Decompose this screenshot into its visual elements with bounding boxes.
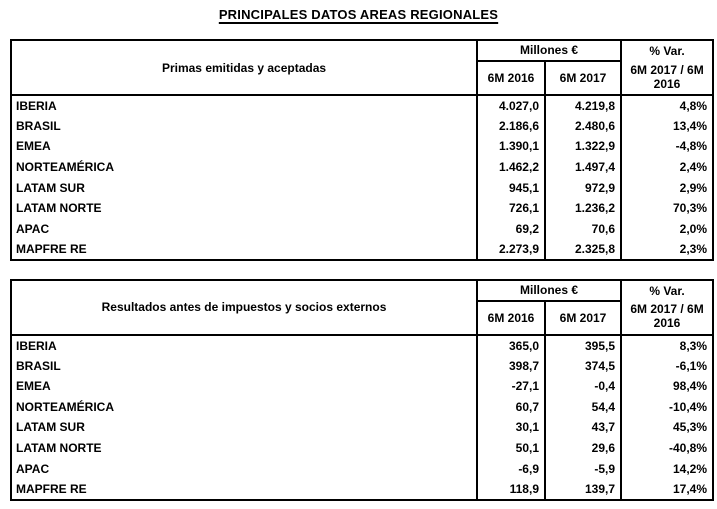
var-header-cell bbox=[621, 40, 713, 95]
table-row bbox=[11, 95, 713, 116]
value-variation: 8,3% bbox=[621, 335, 713, 356]
value-6m2016: 398,7 bbox=[477, 355, 545, 376]
page-title: PRINCIPALES DATOS AREAS REGIONALES bbox=[218, 7, 499, 22]
region-label: IBERIA bbox=[11, 95, 477, 116]
results-table-body bbox=[11, 335, 713, 500]
table-row bbox=[11, 417, 713, 438]
value-variation: -6,1% bbox=[621, 355, 713, 376]
premiums-table-header bbox=[11, 40, 713, 95]
value-6m2017: 2.325,8 bbox=[545, 239, 621, 260]
value-6m2016: 118,9 bbox=[477, 479, 545, 500]
table-row bbox=[11, 355, 713, 376]
region-label: NORTEAMÉRICA bbox=[11, 157, 477, 178]
value-6m2016: 365,0 bbox=[477, 335, 545, 356]
region-label: IBERIA bbox=[11, 335, 477, 356]
value-6m2016: 2.186,6 bbox=[477, 116, 545, 137]
value-variation: 17,4% bbox=[621, 479, 713, 500]
region-label: LATAM SUR bbox=[11, 417, 477, 438]
var-subheader-label: 6M 2017 / 6M 2016 bbox=[630, 62, 704, 91]
value-6m2017: 374,5 bbox=[545, 355, 621, 376]
value-6m2017: 4.219,8 bbox=[545, 95, 621, 116]
value-6m2016: 1.390,1 bbox=[477, 136, 545, 157]
region-label: MAPFRE RE bbox=[11, 239, 477, 260]
region-label: LATAM SUR bbox=[11, 177, 477, 198]
results-table-header bbox=[11, 280, 713, 335]
value-6m2017: 29,6 bbox=[545, 438, 621, 459]
value-variation: 2,4% bbox=[621, 157, 713, 178]
value-variation: 70,3% bbox=[621, 198, 713, 219]
value-6m2016: 69,2 bbox=[477, 219, 545, 240]
value-variation: 98,4% bbox=[621, 376, 713, 397]
table-caption-premiums: Primas emitidas y aceptadas bbox=[11, 40, 477, 95]
var-header-cell bbox=[621, 280, 713, 335]
var-header-label: % Var. bbox=[649, 283, 685, 298]
value-variation: 2,0% bbox=[621, 219, 713, 240]
unit-header-millones: Millones € bbox=[477, 280, 621, 301]
value-6m2017: 1.497,4 bbox=[545, 157, 621, 178]
table-caption-results: Resultados antes de impuestos y socios externos bbox=[11, 280, 477, 335]
region-label: LATAM NORTE bbox=[11, 198, 477, 219]
table-row bbox=[11, 116, 713, 137]
value-variation: 14,2% bbox=[621, 458, 713, 479]
value-6m2017: 1.236,2 bbox=[545, 198, 621, 219]
results-table bbox=[10, 279, 714, 501]
value-6m2016: 60,7 bbox=[477, 397, 545, 418]
var-header-label: % Var. bbox=[649, 44, 685, 58]
table-row bbox=[11, 335, 713, 356]
value-6m2016: 945,1 bbox=[477, 177, 545, 198]
value-6m2017: 70,6 bbox=[545, 219, 621, 240]
unit-header-millones: Millones € bbox=[477, 40, 621, 61]
table-row bbox=[11, 136, 713, 157]
value-6m2017: 54,4 bbox=[545, 397, 621, 418]
table-row bbox=[11, 397, 713, 418]
value-6m2016: -6,9 bbox=[477, 458, 545, 479]
region-label: LATAM NORTE bbox=[11, 438, 477, 459]
table-row bbox=[11, 219, 713, 240]
value-6m2017: 43,7 bbox=[545, 417, 621, 438]
value-variation: 45,3% bbox=[621, 417, 713, 438]
value-6m2017: 139,7 bbox=[545, 479, 621, 500]
value-6m2017: 395,5 bbox=[545, 335, 621, 356]
var-subheader-label: 6M 2017 / 6M 2016 bbox=[630, 302, 704, 331]
header-row-units bbox=[11, 280, 713, 301]
value-6m2016: 726,1 bbox=[477, 198, 545, 219]
value-6m2016: 30,1 bbox=[477, 417, 545, 438]
value-6m2016: 50,1 bbox=[477, 438, 545, 459]
value-6m2016: 1.462,2 bbox=[477, 157, 545, 178]
region-label: BRASIL bbox=[11, 355, 477, 376]
value-variation: 2,9% bbox=[621, 177, 713, 198]
value-6m2016: -27,1 bbox=[477, 376, 545, 397]
table-row bbox=[11, 239, 713, 260]
region-label: EMEA bbox=[11, 376, 477, 397]
region-label: EMEA bbox=[11, 136, 477, 157]
value-6m2017: 2.480,6 bbox=[545, 116, 621, 137]
region-label: MAPFRE RE bbox=[11, 479, 477, 500]
period-header-6m2017: 6M 2017 bbox=[545, 301, 621, 335]
premiums-table-body bbox=[11, 95, 713, 260]
region-label: APAC bbox=[11, 219, 477, 240]
premiums-table bbox=[10, 39, 714, 261]
value-variation: -10,4% bbox=[621, 397, 713, 418]
value-6m2016: 2.273,9 bbox=[477, 239, 545, 260]
value-variation: 13,4% bbox=[621, 116, 713, 137]
table-row bbox=[11, 438, 713, 459]
value-6m2017: -0,4 bbox=[545, 376, 621, 397]
region-label: APAC bbox=[11, 458, 477, 479]
region-label: NORTEAMÉRICA bbox=[11, 397, 477, 418]
value-variation: -4,8% bbox=[621, 136, 713, 157]
period-header-6m2017: 6M 2017 bbox=[545, 61, 621, 95]
table-row bbox=[11, 376, 713, 397]
value-variation: 2,3% bbox=[621, 239, 713, 260]
table-row bbox=[11, 458, 713, 479]
value-variation: 4,8% bbox=[621, 95, 713, 116]
table-row bbox=[11, 198, 713, 219]
value-6m2017: -5,9 bbox=[545, 458, 621, 479]
table-row bbox=[11, 157, 713, 178]
period-header-6m2016: 6M 2016 bbox=[477, 61, 545, 95]
period-header-6m2016: 6M 2016 bbox=[477, 301, 545, 335]
table-row bbox=[11, 479, 713, 500]
value-6m2017: 972,9 bbox=[545, 177, 621, 198]
value-6m2016: 4.027,0 bbox=[477, 95, 545, 116]
region-label: BRASIL bbox=[11, 116, 477, 137]
table-row bbox=[11, 177, 713, 198]
header-row-units bbox=[11, 40, 713, 61]
value-variation: -40,8% bbox=[621, 438, 713, 459]
value-6m2017: 1.322,9 bbox=[545, 136, 621, 157]
